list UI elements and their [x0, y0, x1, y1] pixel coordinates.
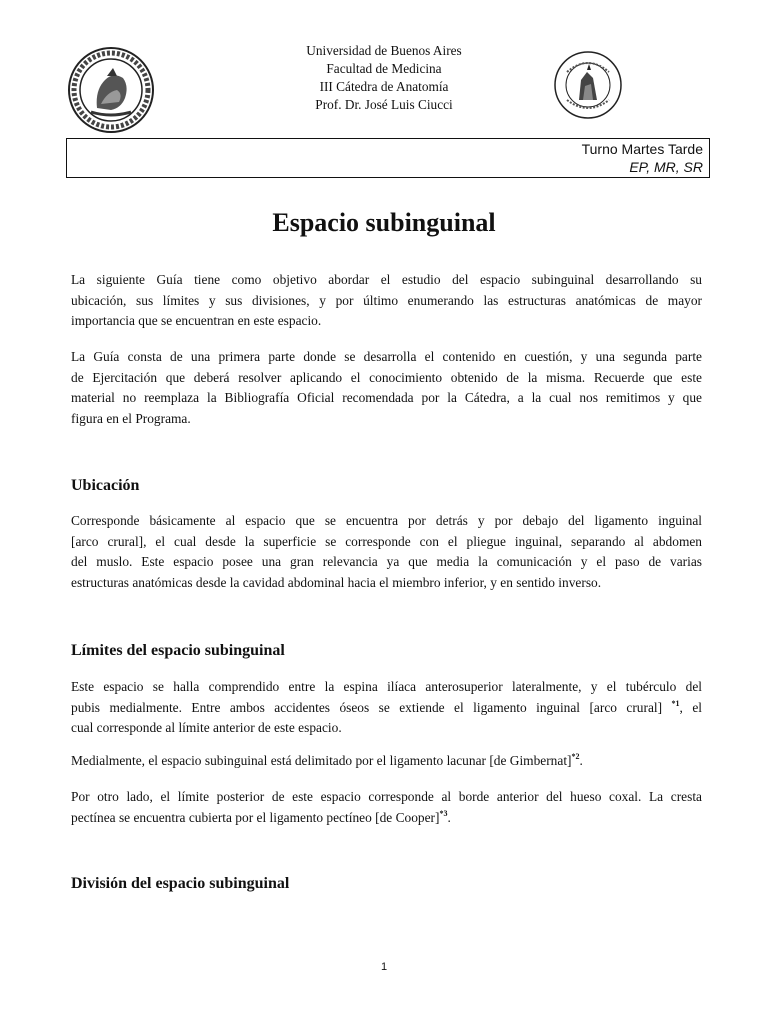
text-line	[71, 751, 702, 772]
footnote-ref-1: *1	[671, 698, 680, 708]
text-fragment: , el	[679, 699, 702, 715]
turno-authors: EP, MR, SR	[629, 159, 703, 175]
header-university: Universidad de Buenos Aires	[306, 43, 462, 58]
text-line: importancia que se encuentran en este espacio.	[71, 313, 322, 328]
text-fragment: .	[579, 753, 583, 768]
text-line: figura en el Programa.	[71, 410, 191, 426]
text-line	[71, 698, 702, 719]
page-title: Espacio subinguinal	[272, 208, 496, 237]
text-line: del muslo. Este espacio posee una gran relevancia ya que media la comunicación y el paso de varias	[71, 554, 702, 569]
text-fragment: Medialmente, el espacio subinguinal está delimitado por el ligamento lacunar [de Gimbernat]	[71, 753, 572, 768]
intro-paragraph-2	[71, 347, 702, 429]
text-line: [arco crural], el cual desde la superficie se corresponde con el pliegue inguinal, separando al abdomen	[71, 533, 702, 549]
text-line: cual corresponde al límite anterior de este espacio.	[71, 720, 342, 735]
text-line	[71, 808, 702, 829]
turno-label: Turno Martes Tarde	[581, 141, 703, 157]
text-line: de Ejercitación que deberá resolver aplicando el conocimiento obtenido de la misma. Recuerde que este	[71, 369, 702, 385]
section-heading-limites: Límites del espacio subinguinal	[71, 642, 285, 659]
text-line: Por otro lado, el límite posterior de este espacio corresponde al borde anterior del hueso coxal. La cresta	[71, 789, 702, 804]
header-faculty: Facultad de Medicina	[326, 61, 442, 76]
limites-paragraph-3	[71, 787, 702, 828]
section-heading-ubicacion: Ubicación	[71, 477, 140, 494]
section-heading-division: División del espacio subinguinal	[71, 875, 290, 892]
text-line: Este espacio se halla comprendido entre la espina ilíaca anterosuperior lateralmente, y el tubérculo del	[71, 679, 702, 694]
page-number: 1	[380, 961, 388, 973]
institution-header	[0, 42, 768, 114]
text-line: ubicación, sus límites y sus divisiones, y por último enumerando las estructuras anatómicas de mayor	[71, 292, 702, 308]
text-line: estructuras anatómicas desde la cavidad abdominal hacia el miembro inferior, y en sentido inverso.	[71, 574, 602, 590]
text-line: Corresponde básicamente al espacio que se encuentra por detrás y por debajo del ligamento inguinal	[71, 513, 702, 528]
footnote-ref-3: *3	[439, 808, 448, 818]
intro-paragraph-1	[71, 270, 702, 332]
footnote-ref-2: *2	[571, 752, 580, 761]
ubicacion-paragraph	[71, 511, 702, 593]
text-line: material no reemplaza la Bibliografía Oficial recomendada por la Cátedra, a la cual nos remitimos y que	[71, 390, 702, 405]
header-department: III Cátedra de Anatomía	[319, 79, 449, 94]
limites-paragraph-1	[71, 677, 702, 739]
text-fragment: .	[447, 809, 451, 825]
header-professor: Prof. Dr. José Luis Ciucci	[315, 97, 453, 112]
text-fragment: pubis medialmente. Entre ambos accidentes óseos se extiende el ligamento inguinal [arco crural]	[71, 699, 663, 715]
turno-box	[66, 138, 710, 178]
text-fragment: pectínea se encuentra cubierta por el ligamento pectíneo [de Cooper]	[71, 809, 440, 825]
text-line: La siguiente Guía tiene como objetivo abordar el estudio del espacio subinguinal desarrollando su	[71, 272, 702, 287]
limites-paragraph-2	[71, 751, 702, 772]
text-line: La Guía consta de una primera parte donde se desarrolla el contenido en cuestión, y una segunda parte	[71, 349, 702, 364]
